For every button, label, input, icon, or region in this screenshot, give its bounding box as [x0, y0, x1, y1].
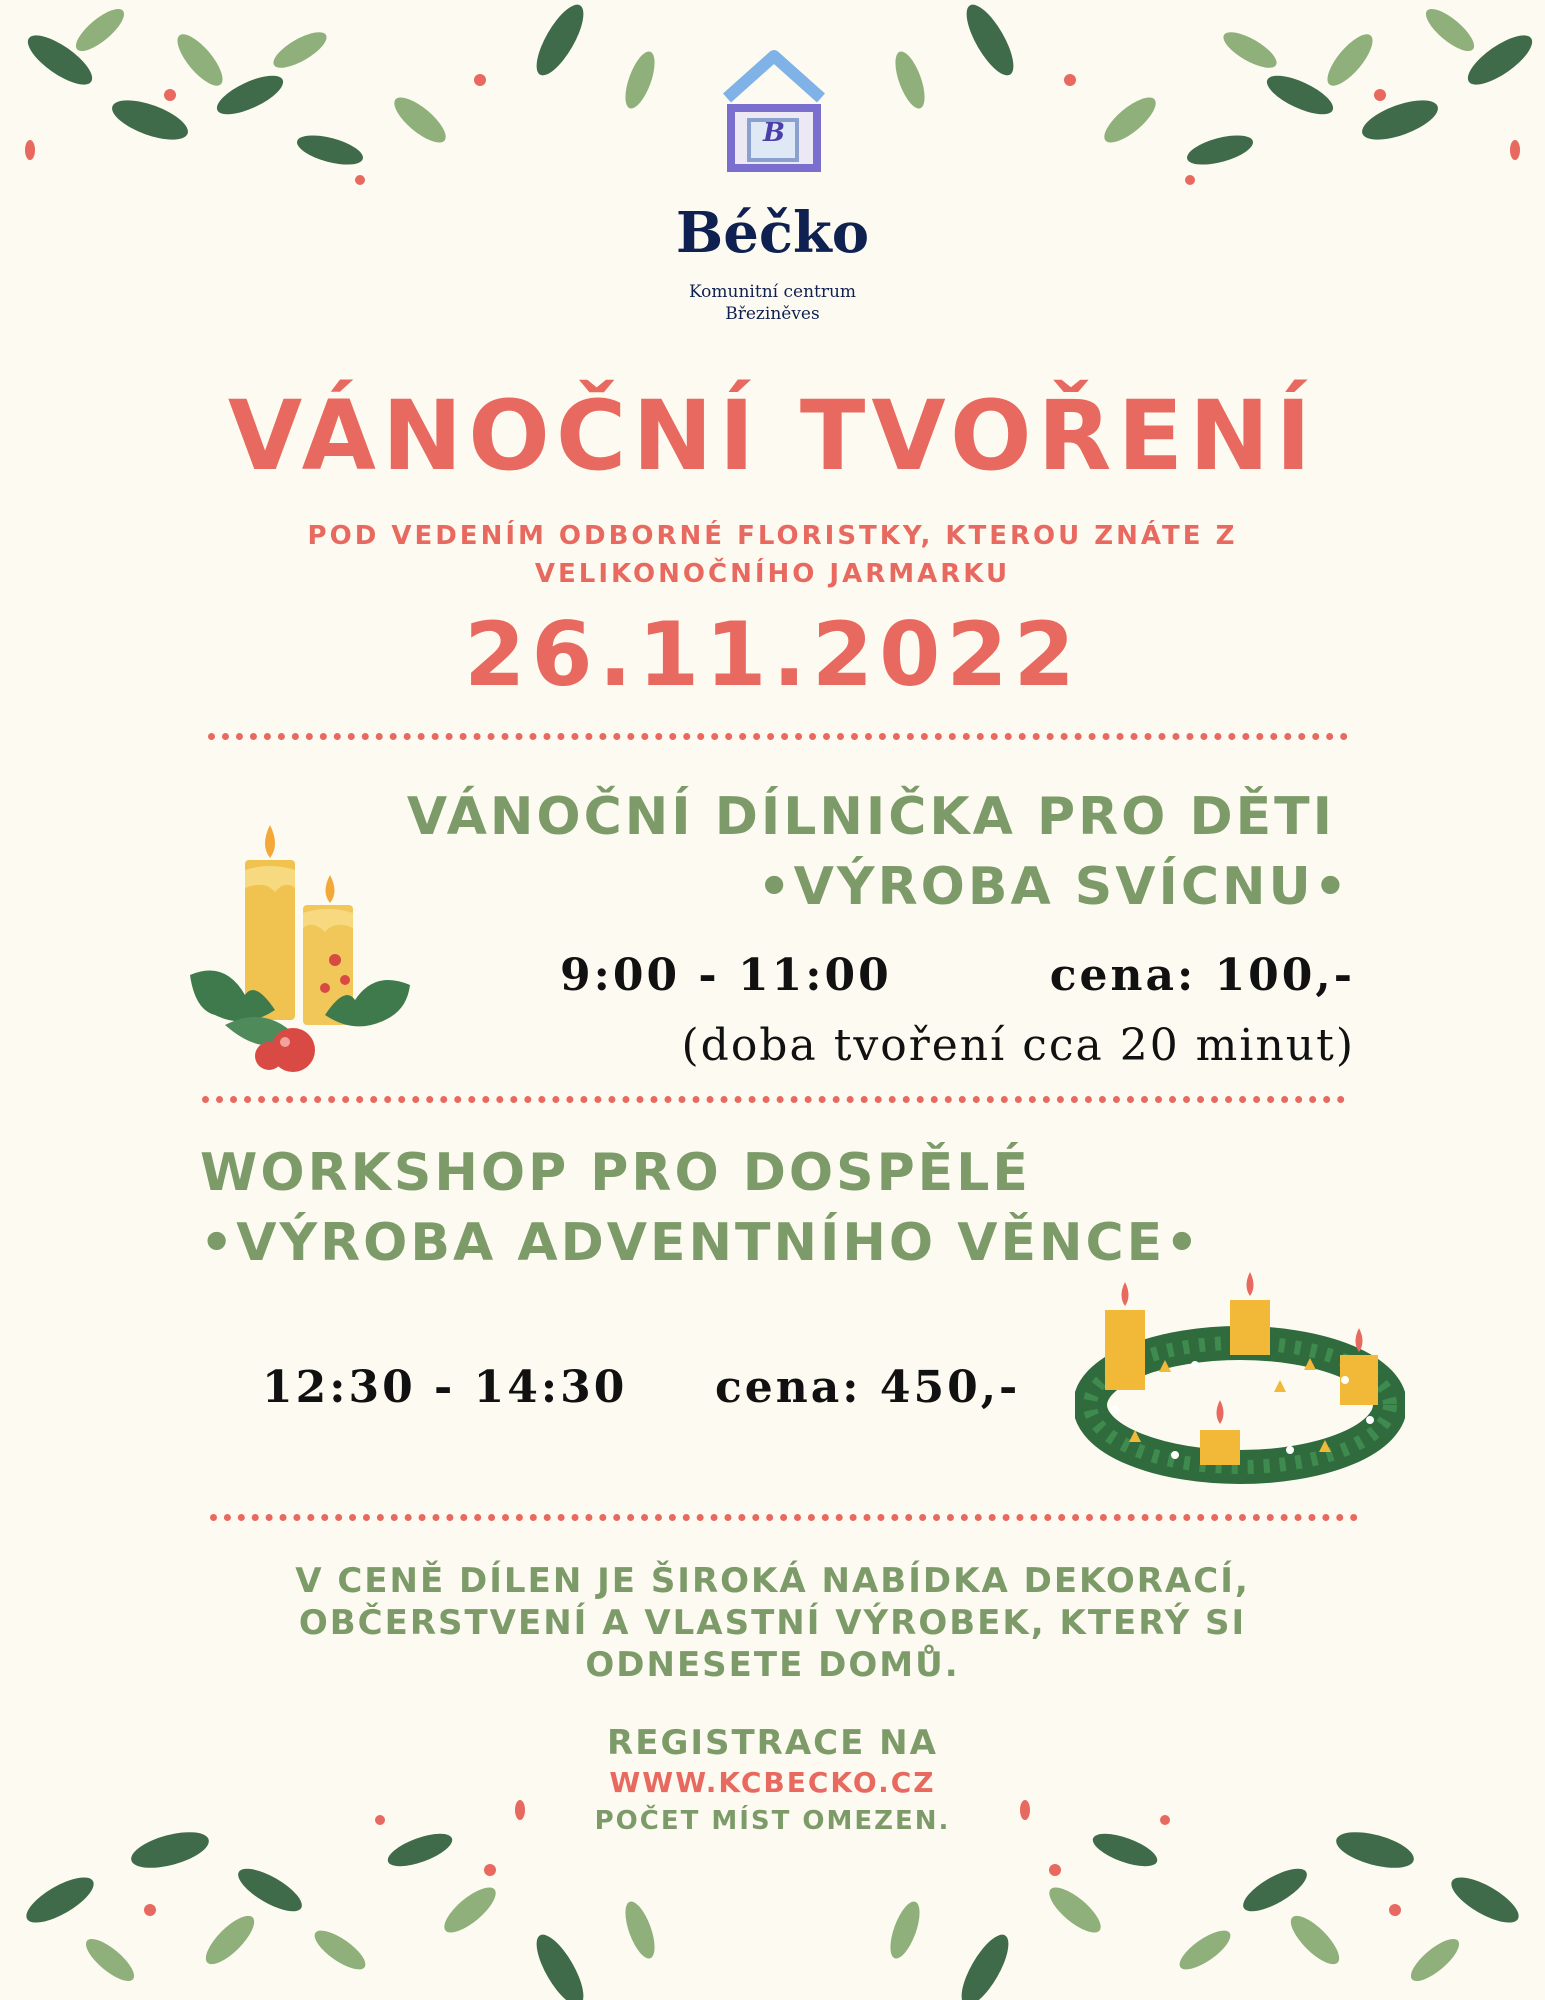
logo-line2: Březiněves	[725, 304, 820, 324]
section1-note: (doba tvoření cca 20 minut)	[681, 1020, 1355, 1071]
section1-time: 9:00 - 11:00	[560, 950, 892, 1001]
info-line3: ODNESETE DOMŮ.	[585, 1645, 960, 1685]
candles-icon	[185, 810, 415, 1080]
registration-label: REGISTRACE NA	[607, 1723, 938, 1763]
info-line2: OBČERSTVENÍ A VLASTNÍ VÝROBEK, KTERÝ SI	[298, 1603, 1247, 1643]
logo-letter: B	[763, 118, 785, 148]
logo-name: Béčko	[675, 200, 870, 266]
dotted-divider-3	[210, 1514, 1358, 1521]
dotted-divider-1	[208, 733, 1348, 740]
registration-url[interactable]: WWW.KCBECKO.CZ	[609, 1766, 936, 1799]
subtitle-line2: VELIKONOČNÍHO JARMARKU	[534, 559, 1011, 589]
section2-time: 12:30 - 14:30	[262, 1362, 628, 1413]
leaf-garland-bottom-icon	[0, 1790, 1545, 2000]
logo-line1: Komunitní centrum	[688, 282, 857, 302]
section1-title-line1: VÁNOČNÍ DÍLNIČKA PRO DĚTI	[406, 787, 1335, 847]
info-line1: V CENĚ DÍLEN JE ŠIROKÁ NABÍDKA DEKORACÍ,	[295, 1561, 1250, 1601]
section1-price: cena: 100,-	[1049, 950, 1355, 1001]
page-title: VÁNOČNÍ TVOŘENÍ	[227, 380, 1318, 492]
dotted-divider-2	[202, 1096, 1345, 1103]
section2-title-line2: •VÝROBA ADVENTNÍHO VĚNCE•	[200, 1213, 1202, 1273]
registration-note: POČET MÍST OMEZEN.	[594, 1806, 951, 1836]
section2-title-line1: WORKSHOP PRO DOSPĚLÉ	[200, 1143, 1031, 1203]
event-date: 26.11.2022	[464, 603, 1081, 706]
subtitle-line1: POD VEDENÍM ODBORNÉ FLORISTKY, KTEROU ZNÁTE Z	[307, 521, 1238, 551]
advent-wreath-icon	[1075, 1270, 1405, 1490]
section1-title-line2: •VÝROBA SVÍCNU•	[757, 857, 1350, 917]
house-logo-icon	[719, 48, 829, 178]
section2-price: cena: 450,-	[715, 1362, 1021, 1413]
